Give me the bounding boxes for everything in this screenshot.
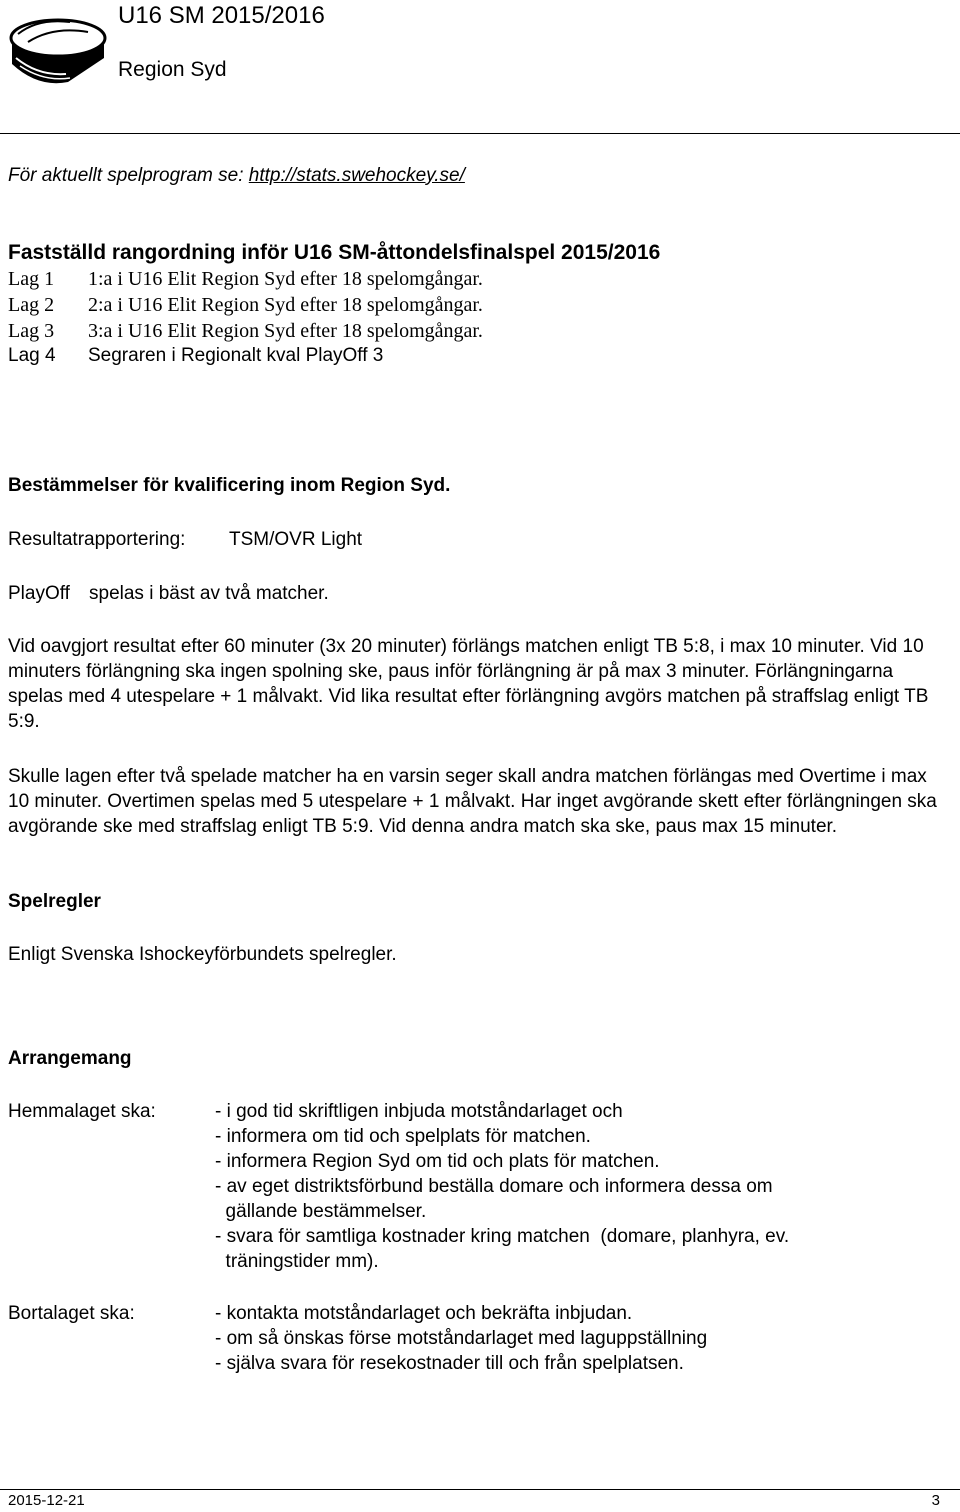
- footer-date: 2015-12-21: [8, 1492, 85, 1509]
- page-number: 3: [931, 1492, 940, 1509]
- document-subtitle: Region Syd: [118, 58, 227, 81]
- report-value: TSM/OVR Light: [229, 529, 363, 550]
- document-title: U16 SM 2015/2016: [118, 2, 325, 29]
- report-label: Resultatrapportering:: [8, 529, 186, 550]
- list-item: gällande bestämmelser.: [215, 1201, 427, 1222]
- program-line: [8, 165, 465, 187]
- list-item: - informera Region Syd om tid och plats för matchen.: [215, 1151, 660, 1172]
- list-item: träningstider mm).: [215, 1251, 379, 1272]
- home-team-list: [215, 1099, 789, 1274]
- away-team-list: [215, 1301, 707, 1376]
- ranking-title: Fastställd rangordning inför U16 SM-åttondelsfinalspel 2015/2016: [8, 241, 661, 264]
- ranking-row-label: Lag 3: [8, 320, 55, 342]
- program-line-prefix: För aktuellt spelprogram se:: [8, 165, 249, 186]
- spelregler-text: Enligt Svenska Ishockeyförbundets spelregler.: [8, 944, 397, 965]
- hockey-puck-logo: [8, 12, 108, 90]
- overtime-paragraph: Vid oavgjort resultat efter 60 minuter (3x 20 minuter) förlängs matchen enligt TB 5:8, i max 10 minuter. Vid 10 minuters förlängning ska ingen spolning ske, paus inför förlängning är på max 3 minuter. Förlängningarna spelas med 4 utespelare + 1 målvakt. Vid lika resultat efter förlängning avgörs matchen på straffslag enligt TB 5:9.: [8, 636, 929, 732]
- header-divider: [0, 133, 960, 134]
- list-item: - själva svara för resekostnader till och från spelplatsen.: [215, 1353, 684, 1374]
- list-item: - i god tid skriftligen inbjuda motståndarlaget och: [215, 1101, 623, 1122]
- playoff-label: PlayOff: [8, 583, 70, 604]
- home-team-label: Hemmalaget ska:: [8, 1101, 156, 1122]
- footer-divider: [0, 1489, 960, 1490]
- away-team-label: Bortalaget ska:: [8, 1303, 135, 1324]
- arrangemang-title: Arrangemang: [8, 1048, 132, 1069]
- rules-title: Bestämmelser för kvalificering inom Region Syd.: [8, 475, 451, 496]
- ranking-row-text: 1:a i U16 Elit Region Syd efter 18 spelomgångar.: [88, 268, 483, 290]
- list-item: - informera om tid och spelplats för matchen.: [215, 1126, 591, 1147]
- list-item: - kontakta motståndarlaget och bekräfta inbjudan.: [215, 1303, 633, 1324]
- ranking-row-text: 3:a i U16 Elit Region Syd efter 18 spelomgångar.: [88, 320, 483, 342]
- list-item: - om så önskas förse motståndarlaget med laguppställning: [215, 1328, 708, 1349]
- ranking-row-text: Segraren i Regionalt kval PlayOff 3: [88, 345, 384, 366]
- spelregler-title: Spelregler: [8, 891, 101, 912]
- ranking-row-label: Lag 2: [8, 294, 55, 316]
- second-match-paragraph: Skulle lagen efter två spelade matcher ha en varsin seger skall andra matchen förlängas med Overtime i max 10 minuter. Overtimen spelas med 5 utespelare + 1 målvakt. Har inget avgörande skett efter förlängningen ska avgörande ske med straffslag enligt TB 5:9. Vid denna andra match ska ske, paus max 15 minuter.: [8, 766, 937, 837]
- ranking-row-label: Lag 1: [8, 268, 55, 290]
- list-item: - svara för samtliga kostnader kring matchen (domare, planhyra, ev.: [215, 1226, 790, 1247]
- stats-link[interactable]: http://stats.swehockey.se/: [248, 165, 465, 186]
- list-item: - av eget distriktsförbund beställa domare och informera dessa om: [215, 1176, 773, 1197]
- playoff-value: spelas i bäst av två matcher.: [89, 583, 329, 604]
- ranking-row-label: Lag 4: [8, 345, 56, 366]
- ranking-row-text: 2:a i U16 Elit Region Syd efter 18 spelomgångar.: [88, 294, 483, 316]
